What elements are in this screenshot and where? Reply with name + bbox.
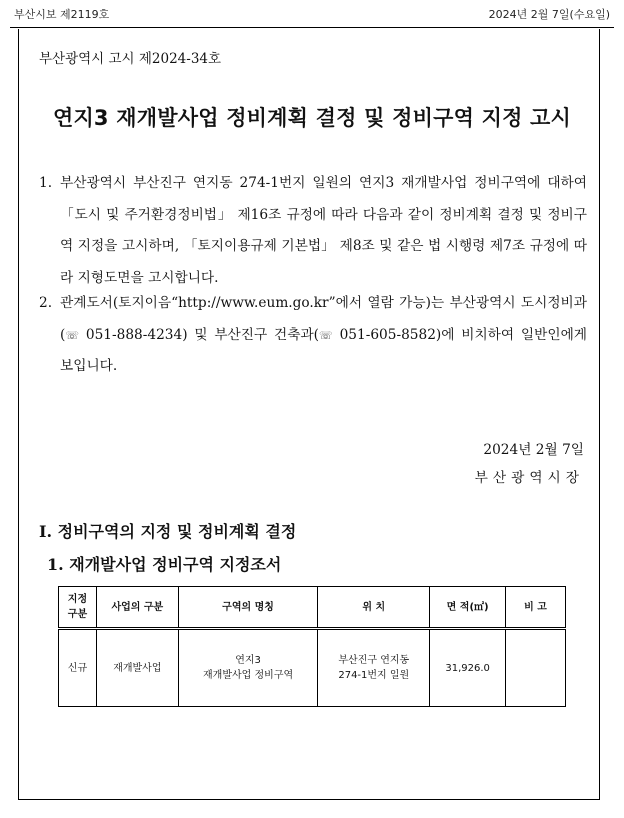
header-cell-name: 구역의 명칭 bbox=[178, 587, 318, 629]
phone-icon: ☏ bbox=[65, 328, 80, 342]
signature-date: 2024년 2월 7일 bbox=[483, 442, 584, 458]
cell-text: 재개발사업 정비구역 bbox=[203, 670, 294, 681]
page-title: 연지3 재개발사업 정비계획 결정 및 정비구역 지정 고시 bbox=[52, 106, 572, 130]
cell-text: 부산진구 연지동 bbox=[338, 655, 410, 666]
cell-remarks bbox=[506, 629, 566, 707]
cell-location bbox=[318, 629, 430, 707]
phone-icon: ☏ bbox=[319, 328, 333, 342]
cell-type: 신규 bbox=[59, 629, 97, 707]
gazette-date: 2024년 2월 7일(수요일) bbox=[488, 8, 610, 21]
notice-item-1 bbox=[39, 168, 587, 294]
header-cell-area: 면 적(㎡) bbox=[430, 587, 506, 629]
item-text-part: )에 비치하여 일반인에게 보입니다. bbox=[60, 326, 588, 374]
gazette-issue: 부산시보 제2119호 bbox=[14, 8, 110, 21]
cell-name bbox=[178, 629, 318, 707]
header-cell-remarks: 비 고 bbox=[506, 587, 566, 629]
designation-table bbox=[58, 586, 566, 707]
cell-area: 31,926.0 bbox=[430, 629, 506, 707]
item-text: 부산광역시 부산진구 연지동 274-1번지 일원의 연지3 재개발사업 정비구역에 대하여 「도시 및 주거환경정비법」 제16조 규정에 따라 다음과 같이 정비계획 결정 및 정비구역 지정을 고시하며, 「토지이용규제 기본법」 제8조 및 같은 법 시행령 제7조 규정에 따라 지형도면을 고시합니다. bbox=[60, 175, 587, 286]
header-cell-location: 위 치 bbox=[318, 587, 430, 629]
item-text-part: ) 및 부산진구 건축과( bbox=[182, 326, 320, 343]
signature-authority: 부산광역시장 bbox=[474, 470, 584, 486]
notice-number: 부산광역시 고시 제2024-34호 bbox=[39, 51, 222, 67]
cell-text: 274-1번지 일원 bbox=[338, 670, 410, 681]
header-text: 구분 bbox=[67, 609, 88, 620]
cell-project: 재개발사업 bbox=[96, 629, 178, 707]
cell-text: 연지3 bbox=[235, 655, 261, 666]
item-number: 1. bbox=[39, 175, 53, 191]
subsection-title: 1. 재개발사업 정비구역 지정조서 bbox=[47, 555, 282, 574]
item-text bbox=[60, 288, 587, 383]
notice-item-2 bbox=[39, 288, 587, 383]
header-text: 지정 bbox=[67, 594, 88, 605]
header-divider bbox=[10, 27, 614, 28]
header-cell-project: 사업의 구분 bbox=[96, 587, 178, 629]
phone-number: 051-605-8582 bbox=[339, 326, 436, 343]
item-number: 2. bbox=[39, 295, 53, 311]
phone-number: 051-888-4234 bbox=[85, 326, 183, 343]
section-title: I. 정비구역의 지정 및 정비계획 결정 bbox=[39, 522, 297, 541]
item-text-part: 관계도서(토지이음“http://www.eum.go.kr”에서 열람 가능)는 부산광역시 도시정비과( bbox=[60, 295, 587, 343]
table-header-row bbox=[59, 587, 566, 629]
table-row bbox=[59, 629, 566, 707]
header-cell-type bbox=[59, 587, 97, 629]
